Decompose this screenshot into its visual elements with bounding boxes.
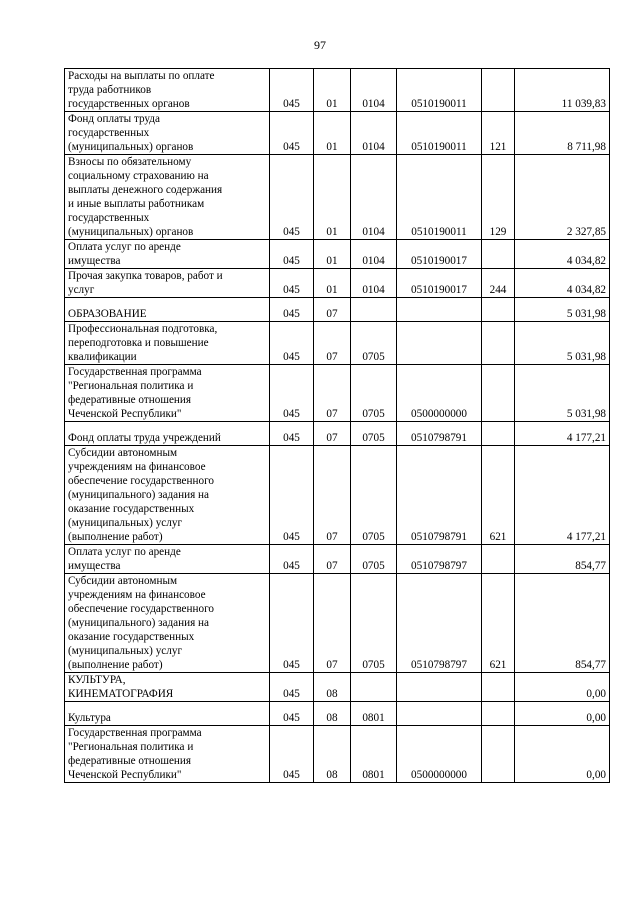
cell-sum: 11 039,83	[515, 69, 610, 112]
cell-sum: 0,00	[515, 673, 610, 702]
cell-pr: 0705	[351, 574, 397, 673]
cell-sum: 854,77	[515, 545, 610, 574]
table-row	[65, 69, 610, 112]
cell-name: Государственная программа "Региональная политика и федеративные отношения Чеченской Республики"	[65, 365, 270, 422]
table-row	[65, 673, 610, 702]
cell-vr	[482, 69, 515, 112]
cell-rz: 07	[314, 298, 351, 322]
cell-rz: 07	[314, 446, 351, 545]
cell-ved: 045	[270, 322, 314, 365]
cell-csr	[397, 673, 482, 702]
cell-sum: 4 034,82	[515, 240, 610, 269]
cell-pr: 0705	[351, 422, 397, 446]
cell-rz: 07	[314, 322, 351, 365]
cell-csr	[397, 322, 482, 365]
cell-sum: 0,00	[515, 726, 610, 783]
cell-name: Прочая закупка товаров, работ и услуг	[65, 269, 270, 298]
cell-sum: 854,77	[515, 574, 610, 673]
cell-sum: 5 031,98	[515, 298, 610, 322]
table-row	[65, 155, 610, 240]
cell-ved: 045	[270, 673, 314, 702]
cell-ved: 045	[270, 155, 314, 240]
cell-vr	[482, 298, 515, 322]
cell-vr	[482, 365, 515, 422]
cell-ved: 045	[270, 269, 314, 298]
cell-pr	[351, 673, 397, 702]
cell-rz: 07	[314, 365, 351, 422]
cell-rz: 01	[314, 112, 351, 155]
cell-pr: 0801	[351, 702, 397, 726]
cell-pr: 0705	[351, 365, 397, 422]
cell-ved: 045	[270, 446, 314, 545]
cell-ved: 045	[270, 726, 314, 783]
table-row	[65, 322, 610, 365]
cell-name: Оплата услуг по аренде имущества	[65, 545, 270, 574]
cell-csr: 0500000000	[397, 726, 482, 783]
table-row	[65, 365, 610, 422]
cell-ved: 045	[270, 422, 314, 446]
cell-pr: 0104	[351, 69, 397, 112]
cell-pr: 0104	[351, 155, 397, 240]
cell-pr: 0104	[351, 269, 397, 298]
table-row	[65, 112, 610, 155]
cell-ved: 045	[270, 69, 314, 112]
cell-csr: 0510190011	[397, 112, 482, 155]
cell-csr: 0500000000	[397, 365, 482, 422]
cell-csr: 0510190017	[397, 240, 482, 269]
cell-name: Субсидии автономным учреждениям на финансовое обеспечение государственного (муниципального) задания на оказание государственных (муниципальных) услуг (выполнение работ)	[65, 574, 270, 673]
table-row	[65, 422, 610, 446]
cell-vr	[482, 422, 515, 446]
cell-rz: 01	[314, 69, 351, 112]
table-row	[65, 446, 610, 545]
cell-sum: 4 034,82	[515, 269, 610, 298]
cell-vr	[482, 726, 515, 783]
table-row	[65, 298, 610, 322]
table-row	[65, 702, 610, 726]
cell-csr: 0510190017	[397, 269, 482, 298]
cell-sum: 2 327,85	[515, 155, 610, 240]
cell-rz: 07	[314, 574, 351, 673]
cell-vr: 129	[482, 155, 515, 240]
cell-name: Государственная программа "Региональная политика и федеративные отношения Чеченской Республики"	[65, 726, 270, 783]
cell-ved: 045	[270, 112, 314, 155]
cell-ved: 045	[270, 545, 314, 574]
cell-name: Взносы по обязательному социальному страхованию на выплаты денежного содержания и иные выплаты работникам государственных (муниципальных) органов	[65, 155, 270, 240]
table-row	[65, 240, 610, 269]
cell-name: Фонд оплаты труда государственных (муниципальных) органов	[65, 112, 270, 155]
cell-name: Культура	[65, 702, 270, 726]
cell-name: Субсидии автономным учреждениям на финансовое обеспечение государственного (муниципального) задания на оказание государственных (муниципальных) услуг (выполнение работ)	[65, 446, 270, 545]
cell-pr: 0104	[351, 240, 397, 269]
cell-sum: 4 177,21	[515, 422, 610, 446]
cell-name: КУЛЬТУРА, КИНЕМАТОГРАФИЯ	[65, 673, 270, 702]
cell-name: ОБРАЗОВАНИЕ	[65, 298, 270, 322]
cell-ved: 045	[270, 240, 314, 269]
cell-csr	[397, 298, 482, 322]
cell-pr: 0104	[351, 112, 397, 155]
cell-csr: 0510190011	[397, 69, 482, 112]
cell-csr: 0510190011	[397, 155, 482, 240]
cell-pr: 0801	[351, 726, 397, 783]
page-number: 97	[314, 38, 326, 52]
cell-rz: 08	[314, 702, 351, 726]
cell-vr: 244	[482, 269, 515, 298]
table-row	[65, 726, 610, 783]
cell-sum: 5 031,98	[515, 322, 610, 365]
cell-sum: 8 711,98	[515, 112, 610, 155]
table-row	[65, 574, 610, 673]
cell-csr	[397, 702, 482, 726]
cell-rz: 07	[314, 545, 351, 574]
cell-ved: 045	[270, 702, 314, 726]
cell-rz: 07	[314, 422, 351, 446]
cell-rz: 01	[314, 155, 351, 240]
cell-name: Профессиональная подготовка, переподготовка и повышение квалификации	[65, 322, 270, 365]
cell-sum: 0,00	[515, 702, 610, 726]
cell-rz: 08	[314, 673, 351, 702]
cell-pr: 0705	[351, 446, 397, 545]
cell-vr	[482, 673, 515, 702]
cell-ved: 045	[270, 365, 314, 422]
table-row	[65, 269, 610, 298]
cell-csr: 0510798791	[397, 422, 482, 446]
cell-rz: 01	[314, 240, 351, 269]
cell-ved: 045	[270, 574, 314, 673]
cell-vr	[482, 545, 515, 574]
cell-sum: 4 177,21	[515, 446, 610, 545]
cell-name: Оплата услуг по аренде имущества	[65, 240, 270, 269]
cell-name: Расходы на выплаты по оплате труда работников государственных органов	[65, 69, 270, 112]
cell-pr: 0705	[351, 545, 397, 574]
cell-sum: 5 031,98	[515, 365, 610, 422]
cell-csr: 0510798791	[397, 446, 482, 545]
cell-vr	[482, 240, 515, 269]
cell-rz: 08	[314, 726, 351, 783]
cell-vr	[482, 702, 515, 726]
cell-vr: 121	[482, 112, 515, 155]
cell-ved: 045	[270, 298, 314, 322]
cell-pr	[351, 298, 397, 322]
cell-csr: 0510798797	[397, 545, 482, 574]
cell-csr: 0510798797	[397, 574, 482, 673]
cell-name: Фонд оплаты труда учреждений	[65, 422, 270, 446]
table-row	[65, 545, 610, 574]
cell-pr: 0705	[351, 322, 397, 365]
cell-vr: 621	[482, 574, 515, 673]
cell-rz: 01	[314, 269, 351, 298]
budget-table	[64, 68, 610, 783]
cell-vr: 621	[482, 446, 515, 545]
cell-vr	[482, 322, 515, 365]
